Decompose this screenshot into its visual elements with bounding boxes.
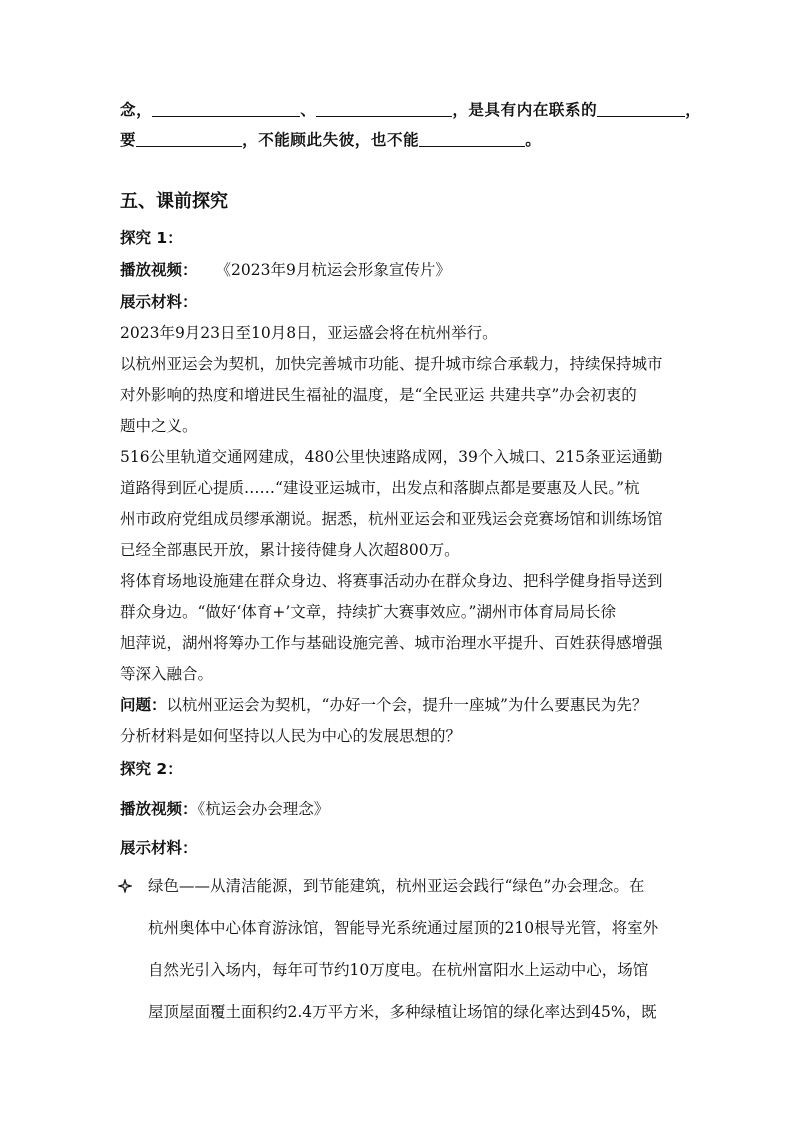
text-segment: 要 <box>120 131 137 149</box>
text-segment: ，是具有内在联系的 <box>452 101 598 119</box>
text-segment: ，不能顾此失彼，也不能 <box>242 131 420 149</box>
paragraph-line: 将体育场地设施建在群众身边、将赛事活动办在群众身边、把科学健身指导送到 <box>120 572 663 590</box>
explore2-video-line <box>120 797 329 821</box>
paragraph-line: 以杭州亚运会为契机，加快完善城市功能、提升城市综合承载力，持续保持城市 <box>120 355 663 373</box>
question-text: 以杭州亚运会为契机，“办好一个会，提升一座城”为什么要惠民为先？ <box>166 696 648 714</box>
paragraph-line: 州市政府党组成员缪承潮说。据悉，杭州亚运会和亚残运会竞赛场馆和训练场馆 <box>120 510 663 528</box>
bullet-line: 绿色——从清洁能源，到节能建筑，杭州亚运会践行“绿色”办会理念。在 <box>148 877 645 895</box>
paragraph-line: 旭萍说，湖州将筹办工作与基础设施完善、城市治理水平提升、百姓获得感增强 <box>120 634 663 652</box>
paragraph-line: 已经全部惠民开放，累计接待健身人次超800万。 <box>120 541 460 559</box>
text-segment: ， <box>685 101 702 119</box>
explore1-video-line <box>120 258 451 282</box>
blank-field[interactable] <box>316 100 452 117</box>
fill-blank-line-1 <box>120 98 701 122</box>
video-label: 播放视频： <box>120 800 198 818</box>
video-title: 《2023年9月杭运会形象宣传片》 <box>215 261 451 279</box>
blank-field[interactable] <box>597 100 685 117</box>
video-label: 播放视频： <box>120 261 198 279</box>
question-line-1 <box>120 693 647 717</box>
paragraph-line: 516公里轨道交通网建成，480公里快速路成网，39个入城口、215条亚运通勤 <box>120 448 663 466</box>
bullet-line: 杭州奥体中心体育游泳馆，智能导光系统通过屋顶的210根导光管，将室外 <box>148 919 659 937</box>
text-segment: 。 <box>525 131 542 149</box>
text-segment: 念， <box>120 101 153 119</box>
paragraph-line: 题中之义。 <box>120 417 198 435</box>
question-line-2: 分析材料是如何坚持以人民为中心的发展思想的？ <box>120 727 462 745</box>
explore1-material-label: 展示材料： <box>120 293 198 311</box>
bullet-line: 自然光引入场内，每年可节约10万度电。在杭州富阳水上运动中心，场馆 <box>148 961 649 979</box>
fill-blank-line-2 <box>120 128 541 152</box>
video-title: 《杭运会办会理念》 <box>197 800 330 818</box>
explore1-label: 探究 1： <box>120 229 183 247</box>
paragraph-line: 群众身边。“做好‘体育+’文章，持续扩大赛事效应。”湖州市体育局局长徐 <box>120 603 616 621</box>
blank-field[interactable] <box>136 130 242 147</box>
text-segment: 、 <box>300 101 317 119</box>
bullet-line: 屋顶屋面覆土面积约2.4万平方米，多种绿植让场馆的绿化率达到45%，既 <box>148 1003 657 1021</box>
paragraph-line: 道路得到匠心提质……“建设亚运城市，出发点和落脚点都是要惠及人民。”杭 <box>120 479 640 497</box>
diamond-bullet-icon <box>118 879 132 897</box>
section-title: 五、课前探究 <box>120 191 228 212</box>
paragraph-line: 对外影响的热度和增进民生福祉的温度，是“全民亚运 共建共享”办会初衷的 <box>120 386 637 404</box>
paragraph-line: 2023年9月23日至10月8日，亚运盛会将在杭州举行。 <box>120 324 498 342</box>
blank-field[interactable] <box>419 130 525 147</box>
explore2-material-label: 展示材料： <box>120 839 198 857</box>
explore2-label: 探究 2： <box>120 760 183 778</box>
question-label: 问题： <box>120 696 167 714</box>
blank-field[interactable] <box>152 100 300 117</box>
paragraph-line: 等深入融合。 <box>120 665 214 683</box>
